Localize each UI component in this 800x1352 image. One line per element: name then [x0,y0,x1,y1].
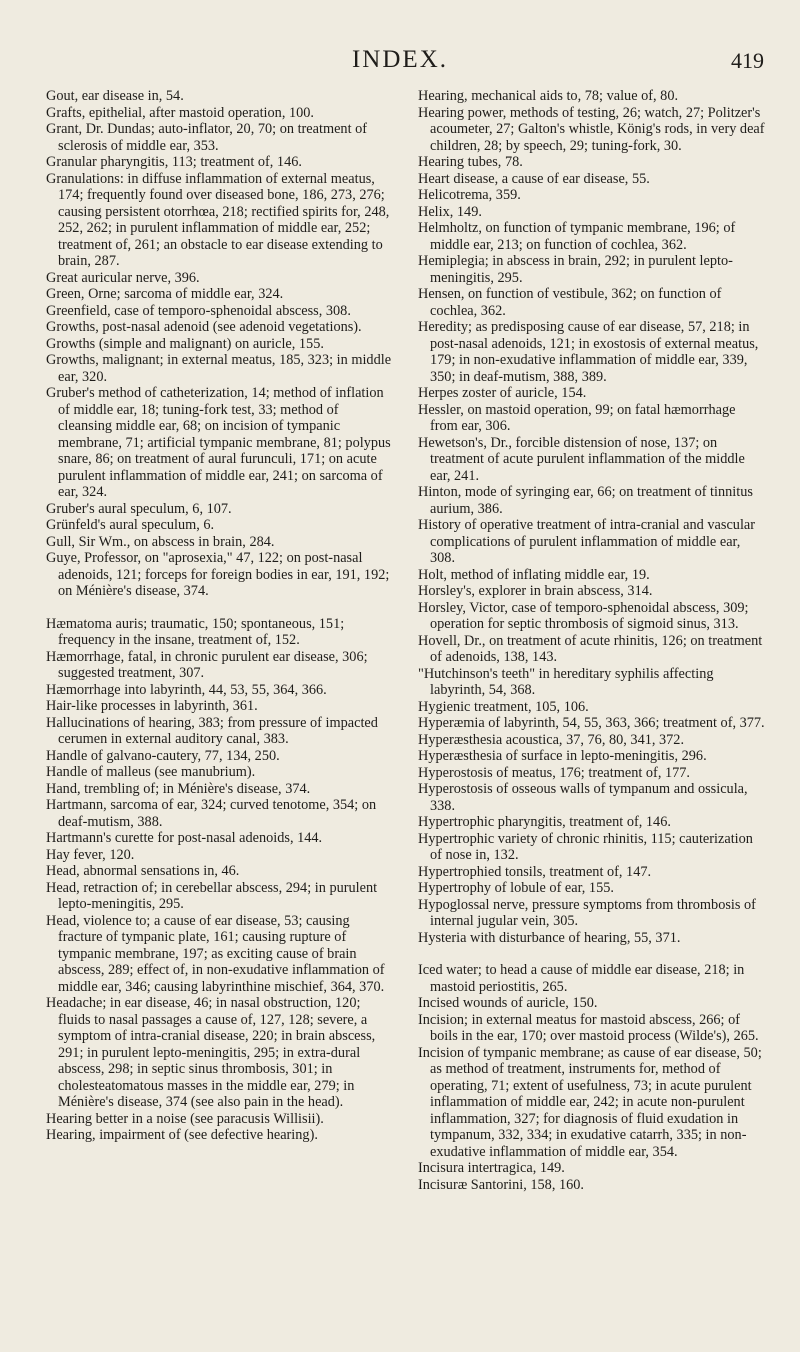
index-entry: Hæmatoma auris; traumatic, 150; spontaneous, 151; frequency in the insane, treatment of, 152. [46,615,345,648]
index-entry: Hyperostosis of meatus, 176; treatment of, 177. [418,764,690,781]
index-entry: Hearing, mechanical aids to, 78; value of, 80. [418,88,679,104]
index-entry: Hand, trembling of; in Ménière's disease, 374. [46,780,311,797]
index-entry: Hyperæmia of labyrinth, 54, 55, 363, 366; treatment of, 377. [418,715,765,731]
index-entry: Iced water; to head a cause of middle ear disease, 218; in mastoid periostitis, 265. [418,962,745,995]
index-entry: Growths (simple and malignant) on auricle, 155. [46,335,324,352]
index-entry: Hartmann, sarcoma of ear, 324; curved tenotome, 354; on deaf-mutism, 388. [46,797,377,830]
index-entry: Handle of galvano-cautery, 77, 134, 250. [46,747,280,764]
page-title: INDEX. [351,46,448,73]
section-gap [46,600,394,616]
index-entry: Hearing power, methods of testing, 26; watch, 27; Politzer's acoumeter, 27; Galton's whistle, König's rods, in very deaf children, 28; by speech, 29; tuning-fork, 30. [418,104,765,154]
index-entry: Hypertrophic pharyngitis, treatment of, 146. [418,814,671,830]
index-entry: Hypoglossal nerve, pressure symptoms from thrombosis of internal jugular vein, 305. [418,896,756,929]
index-entry: Handle of malleus (see manubrium). [46,764,256,780]
index-entry: Horsley, Victor, case of temporo-sphenoidal abscess, 309; operation for septic thrombosis of sigmoid sinus, 313. [418,599,749,632]
index-entry: Hyperæsthesia of surface in lepto-meningitis, 296. [418,748,707,764]
index-entry: Head, violence to; a cause of ear disease, 53; causing fracture of tympanic plate, 161; causing rupture of tympanic membrane, 197; as exciting cause of brain abscess, 289; effect of, in non-exudative inflammation of middle ear, 346; causing labyrinthine mischief, 364, 370. [46,912,385,995]
index-entry: Hair-like processes in labyrinth, 361. [46,698,258,714]
index-entry: Hewetson's, Dr., forcible distension of nose, 137; on treatment of acute purulent inflammation of the middle ear, 241. [418,434,745,484]
index-entry: Hay fever, 120. [46,846,135,863]
index-entry: Hæmorrhage, fatal, in chronic purulent ear disease, 306; suggested treatment, 307. [46,648,368,681]
index-entry: Incisura intertragica, 149. [418,1160,565,1176]
index-entry: Gruber's aural speculum, 6, 107. [46,500,232,517]
index-entry: Hæmorrhage into labyrinth, 44, 53, 55, 364, 366. [46,681,327,698]
index-entry: Hensen, on function of vestibule, 362; on function of cochlea, 362. [418,286,722,319]
index-entry: Incised wounds of auricle, 150. [418,995,598,1011]
index-entry: Hyperostosis of osseous walls of tympanum and ossicula, 338. [418,781,748,814]
index-entry: Hartmann's curette for post-nasal adenoids, 144. [46,830,323,846]
index-entry: Hearing tubes, 78. [418,154,523,170]
index-entry: Heredity; as predisposing cause of ear disease, 57, 218; in post-nasal adenoids, 121; in exostosis of external meatus, 179; in non-exudative inflammation of middle ear, 339, 350; in deaf-mutism, 388, 389. [418,319,759,385]
index-entry: Granulations: in diffuse inflammation of external meatus, 174; frequently found over diseased bone, 186, 273, 276; causing persistent otorrhœa, 218; rectified spirits for, 248, 252, 262; in purulent inflammation of middle ear, 252; treatment of, 261; an obstacle to ear disease extending to brain, 287. [46,170,390,269]
index-entry: Hearing, impairment of (see defective hearing). [46,1127,318,1143]
index-entry: Grünfeld's aural speculum, 6. [46,517,215,533]
index-entry: Gout, ear disease in, 54. [46,88,184,104]
index-entry: Headache; in ear disease, 46; in nasal obstruction, 120; fluids to nasal passages a cause of, 127, 128; severe, a symptom of intra-cranial disease, 220; in brain abscess, 291; in purulent lepto-meningitis, 295; in extra-dural abscess, 298; in septic sinus thrombosis, 301; in cholesteatomatous masses in the middle ear, 279; in Ménière's disease, 374 (see also pain in the head). [46,995,376,1110]
page-header [0,44,800,84]
index-entry: Hovell, Dr., on treatment of acute rhinitis, 126; on treatment of adenoids, 138, 143. [418,632,763,665]
index-entry: Hyperæsthesia acoustica, 37, 76, 80, 341, 372. [418,731,685,748]
index-entry: Grant, Dr. Dundas; auto-inflator, 20, 70; on treatment of sclerosis of middle ear, 353. [46,121,368,154]
left-column [46,88,394,1144]
index-entry: Grafts, epithelial, after mastoid operation, 100. [46,104,314,121]
index-entry: Incisuræ Santorini, 158, 160. [418,1176,584,1193]
index-entry: Guye, Professor, on "aprosexia," 47, 122; on post-nasal adenoids, 121; forceps for foreign bodies in ear, 191, 192; on Ménière's disease, 374. [46,550,390,599]
index-entry: Hypertrophied tonsils, treatment of, 147. [418,863,652,880]
index-entry: Hessler, on mastoid operation, 99; on fatal hæmorrhage from ear, 306. [418,401,736,434]
index-entry: Herpes zoster of auricle, 154. [418,385,587,401]
index-entry: Granular pharyngitis, 113; treatment of, 146. [46,154,302,170]
index-entry: Helicotrema, 359. [418,187,521,203]
index-entry: Hearing better in a noise (see paracusis Willisii). [46,1110,324,1127]
index-entry: Head, abnormal sensations in, 46. [46,863,240,879]
index-entry: Helix, 149. [418,203,482,220]
index-entry: History of operative treatment of intra-cranial and vascular complications of purulent inflammation of middle ear, 308. [418,517,756,566]
index-entry: "Hutchinson's teeth" in hereditary syphilis affecting labyrinth, 54, 368. [418,665,714,698]
index-entry: Gull, Sir Wm., on abscess in brain, 284. [46,533,275,550]
index-entry: Gruber's method of catheterization, 14; method of inflation of middle ear, 18; tuning-fork test, 33; method of cleansing middle ear, 68; on incision of tympanic membrane, 71; artificial tympanic membrane, 81; polypus snare, 86; on treatment of aural furunculi, 171; on acute purulent inflammation of middle ear, 241; on sarcoma of ear, 324. [46,385,391,500]
index-entry: Hinton, mode of syringing ear, 66; on treatment of tinnitus aurium, 386. [418,484,753,517]
index-entry: Hemiplegia; in abscess in brain, 292; in purulent lepto-meningitis, 295. [418,253,733,286]
index-entry: Helmholtz, on function of tympanic membrane, 196; of middle ear, 213; on function of cochlea, 362. [418,220,736,253]
index-entry: Great auricular nerve, 396. [46,269,200,286]
index-entry: Incision of tympanic membrane; as cause of ear disease, 50; as method of treatment, instruments for, method of operating, 71; extent of usefulness, 73; in acute purulent inflammation of middle ear, 242; in acute non-purulent inflammation, 327; for diagnosis of fluid exudation in tympanum, 332, 334; in exudative catarrh, 335; in non-exudative inflammation of middle ear, 354. [418,1044,762,1160]
index-entry: Incision; in external meatus for mastoid abscess, 266; of boils in the ear, 170; over mastoid process (Wilde's), 265. [418,1011,759,1044]
index-entry: Greenfield, case of temporo-sphenoidal abscess, 308. [46,302,351,319]
index-entry: Hallucinations of hearing, 383; from pressure of impacted cerumen in external auditory canal, 383. [46,714,378,747]
index-entry: Hypertrophic variety of chronic rhinitis, 115; cauterization of nose in, 132. [418,830,753,863]
index-entry: Holt, method of inflating middle ear, 19. [418,566,650,583]
index-entry: Hypertrophy of lobule of ear, 155. [418,880,614,896]
index-entry: Head, retraction of; in cerebellar abscess, 294; in purulent lepto-meningitis, 295. [46,879,378,912]
index-entry: Heart disease, a cause of ear disease, 55. [418,170,650,187]
index-entry: Hygienic treatment, 105, 106. [418,698,589,715]
index-entry: Growths, malignant; in external meatus, 185, 323; in middle ear, 320. [46,352,392,385]
page-number: 419 [731,48,764,73]
index-entry: Green, Orne; sarcoma of middle ear, 324. [46,286,284,302]
right-column [418,88,766,1193]
index-entry: Growths, post-nasal adenoid (see adenoid vegetations). [46,319,362,335]
index-entry: Horsley's, explorer in brain abscess, 314. [418,583,653,599]
section-gap [418,946,766,962]
index-entry: Hysteria with disturbance of hearing, 55, 371. [418,929,681,946]
